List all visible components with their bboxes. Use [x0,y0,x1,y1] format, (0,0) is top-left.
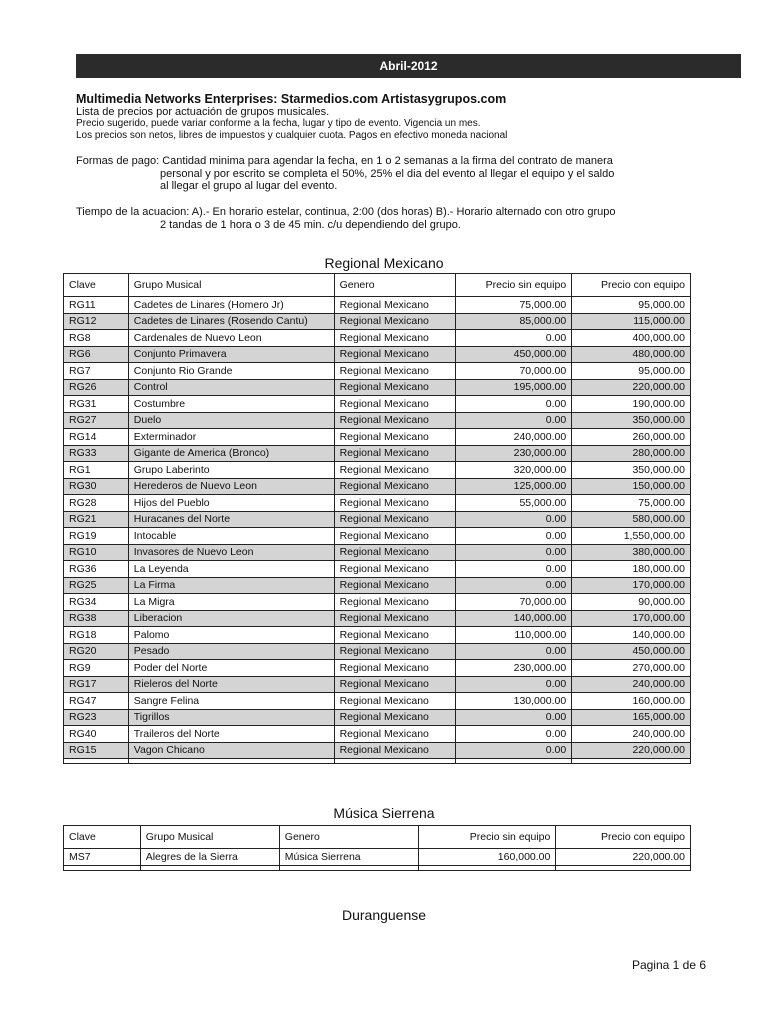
table-row [64,363,691,380]
cell-precio-sin-equipo: 230,000.00 [456,660,572,677]
filler-cell [140,865,279,870]
cell-genero: Regional Mexicano [334,297,456,314]
table-row [64,330,691,347]
cell-precio-sin-equipo: 0.00 [456,330,572,347]
cell-clave: RG15 [64,742,129,759]
table-row [64,627,691,644]
cell-grupo-musical: Sangre Felina [128,693,334,710]
cell-genero: Regional Mexicano [334,709,456,726]
cell-genero: Regional Mexicano [334,330,456,347]
cell-clave: RG9 [64,660,129,677]
filler-cell [456,759,572,764]
cell-genero: Regional Mexicano [334,660,456,677]
cell-precio-con-equipo: 220,000.00 [572,742,691,759]
cell-precio-sin-equipo: 70,000.00 [456,594,572,611]
cell-precio-sin-equipo: 0.00 [456,726,572,743]
table-row [64,610,691,627]
table-row [64,511,691,528]
cell-precio-con-equipo: 115,000.00 [572,313,691,330]
table-row [64,313,691,330]
cell-precio-con-equipo: 170,000.00 [572,610,691,627]
cell-clave: RG20 [64,643,129,660]
cell-clave: MS7 [64,849,141,866]
cell-precio-con-equipo: 400,000.00 [572,330,691,347]
cell-genero: Regional Mexicano [334,643,456,660]
filler-cell [64,865,141,870]
cell-grupo-musical: Huracanes del Norte [128,511,334,528]
payment-line-3: al llegar el grupo al lugar del evento. [160,180,338,192]
cell-precio-con-equipo: 280,000.00 [572,445,691,462]
cell-precio-sin-equipo: 0.00 [456,561,572,578]
cell-clave: RG26 [64,379,129,396]
cell-grupo-musical: Conjunto Rio Grande [128,363,334,380]
table-row [64,445,691,462]
table-filler-row [64,865,691,870]
cell-precio-con-equipo: 160,000.00 [572,693,691,710]
regional-price-table [63,273,691,764]
cell-precio-con-equipo: 350,000.00 [572,462,691,479]
cell-precio-con-equipo: 380,000.00 [572,544,691,561]
intro-block [76,92,716,142]
payment-terms [76,155,614,193]
cell-precio-sin-equipo: 0.00 [456,511,572,528]
col-header-precio-con: Precio con equipo [572,274,691,297]
cell-grupo-musical: Tigrillos [128,709,334,726]
cell-grupo-musical: Traileros del Norte [128,726,334,743]
cell-grupo-musical: Herederos de Nuevo Leon [128,478,334,495]
cell-genero: Regional Mexicano [334,511,456,528]
table-row [64,693,691,710]
cell-precio-sin-equipo: 85,000.00 [456,313,572,330]
cell-precio-con-equipo: 480,000.00 [572,346,691,363]
cell-genero: Regional Mexicano [334,363,456,380]
table-header-row [64,826,691,849]
table-filler-row [64,759,691,764]
cell-precio-con-equipo: 270,000.00 [572,660,691,677]
cell-grupo-musical: Cadetes de Linares (Rosendo Cantu) [128,313,334,330]
cell-genero: Regional Mexicano [334,429,456,446]
table-row [64,643,691,660]
cell-genero: Música Sierrena [279,849,418,866]
cell-genero: Regional Mexicano [334,627,456,644]
filler-cell [279,865,418,870]
table-row [64,346,691,363]
cell-precio-sin-equipo: 0.00 [456,676,572,693]
cell-clave: RG34 [64,594,129,611]
cell-precio-con-equipo: 180,000.00 [572,561,691,578]
date-label: Abril-2012 [379,59,438,73]
cell-clave: RG28 [64,495,129,512]
cell-precio-con-equipo: 1,550,000.00 [572,528,691,545]
section-title-regional: Regional Mexicano [324,255,444,271]
cell-clave: RG38 [64,610,129,627]
table-row [64,544,691,561]
cell-precio-sin-equipo: 0.00 [456,643,572,660]
cell-genero: Regional Mexicano [334,313,456,330]
cell-precio-con-equipo: 90,000.00 [572,594,691,611]
cell-precio-sin-equipo: 130,000.00 [456,693,572,710]
table-row [64,478,691,495]
table-row [64,709,691,726]
table-header-row [64,274,691,297]
cell-precio-con-equipo: 170,000.00 [572,577,691,594]
section-title-duranguense: Duranguense [341,907,427,923]
cell-clave: RG8 [64,330,129,347]
cell-precio-sin-equipo: 75,000.00 [456,297,572,314]
cell-grupo-musical: Cardenales de Nuevo Leon [128,330,334,347]
cell-clave: RG10 [64,544,129,561]
cell-precio-sin-equipo: 230,000.00 [456,445,572,462]
table-row [64,429,691,446]
filler-cell [572,759,691,764]
cell-clave: RG23 [64,709,129,726]
cell-genero: Regional Mexicano [334,445,456,462]
col-header-precio-sin: Precio sin equipo [456,274,572,297]
cell-precio-sin-equipo: 140,000.00 [456,610,572,627]
cell-clave: RG11 [64,297,129,314]
col-header-grupo: Grupo Musical [140,826,279,849]
table-row [64,726,691,743]
table-row [64,577,691,594]
cell-grupo-musical: Palomo [128,627,334,644]
cell-grupo-musical: La Migra [128,594,334,611]
cell-precio-con-equipo: 150,000.00 [572,478,691,495]
cell-clave: RG25 [64,577,129,594]
cell-grupo-musical: Cadetes de Linares (Homero Jr) [128,297,334,314]
cell-precio-con-equipo: 450,000.00 [572,643,691,660]
cell-genero: Regional Mexicano [334,693,456,710]
cell-grupo-musical: Pesado [128,643,334,660]
payment-line-2: personal y por escrito se completa el 50%, 25% el dia del evento al llegar el equipo y el saldo [160,167,615,180]
col-header-precio-sin: Precio sin equipo [418,826,556,849]
cell-grupo-musical: La Firma [128,577,334,594]
cell-genero: Regional Mexicano [334,379,456,396]
cell-genero: Regional Mexicano [334,478,456,495]
cell-precio-con-equipo: 260,000.00 [572,429,691,446]
cell-clave: RG12 [64,313,129,330]
cell-genero: Regional Mexicano [334,544,456,561]
cell-precio-sin-equipo: 195,000.00 [456,379,572,396]
cell-grupo-musical: Hijos del Pueblo [128,495,334,512]
cell-precio-con-equipo: 190,000.00 [572,396,691,413]
cell-precio-sin-equipo: 0.00 [456,528,572,545]
cell-precio-sin-equipo: 0.00 [456,412,572,429]
filler-cell [556,865,691,870]
cell-precio-sin-equipo: 0.00 [456,742,572,759]
cell-precio-con-equipo: 75,000.00 [572,495,691,512]
table-row [64,849,691,866]
cell-clave: RG31 [64,396,129,413]
cell-precio-con-equipo: 350,000.00 [572,412,691,429]
cell-precio-sin-equipo: 0.00 [456,544,572,561]
table-row [64,462,691,479]
date-header-bar [76,54,741,78]
cell-grupo-musical: Invasores de Nuevo Leon [128,544,334,561]
cell-precio-sin-equipo: 160,000.00 [418,849,556,866]
cell-grupo-musical: Exterminador [128,429,334,446]
cell-clave: RG30 [64,478,129,495]
table-row [64,297,691,314]
filler-cell [128,759,334,764]
table-row [64,412,691,429]
col-header-genero: Genero [334,274,456,297]
sierrena-price-table [63,825,691,871]
table-row [64,561,691,578]
subtitle: Lista de precios por actuación de grupos musicales. [76,106,330,118]
cell-precio-sin-equipo: 320,000.00 [456,462,572,479]
cell-clave: RG14 [64,429,129,446]
cell-precio-sin-equipo: 70,000.00 [456,363,572,380]
cell-genero: Regional Mexicano [334,396,456,413]
cell-precio-con-equipo: 580,000.00 [572,511,691,528]
cell-grupo-musical: Grupo Laberinto [128,462,334,479]
table-row [64,594,691,611]
col-header-grupo: Grupo Musical [128,274,334,297]
cell-clave: RG18 [64,627,129,644]
cell-genero: Regional Mexicano [334,412,456,429]
cell-precio-con-equipo: 240,000.00 [572,726,691,743]
cell-grupo-musical: Liberacion [128,610,334,627]
cell-grupo-musical: Intocable [128,528,334,545]
cell-clave: RG36 [64,561,129,578]
cell-grupo-musical: Rieleros del Norte [128,676,334,693]
price-note-1: Precio sugerido, puede variar conforme a la fecha, lugar y tipo de evento. Vigencia un mes. [76,118,481,129]
cell-precio-con-equipo: 140,000.00 [572,627,691,644]
cell-precio-sin-equipo: 55,000.00 [456,495,572,512]
cell-precio-sin-equipo: 0.00 [456,577,572,594]
cell-grupo-musical: Alegres de la Sierra [140,849,279,866]
cell-grupo-musical: Gigante de America (Bronco) [128,445,334,462]
cell-precio-con-equipo: 95,000.00 [572,297,691,314]
page-number: Pagina 1 de 6 [631,958,706,972]
cell-genero: Regional Mexicano [334,610,456,627]
cell-clave: RG40 [64,726,129,743]
cell-grupo-musical: Control [128,379,334,396]
price-note-2: Los precios son netos, libres de impuestos y cualquier cuota. Pagos en efectivo moneda nacional [76,130,508,141]
table-row [64,742,691,759]
section-title-sierrena: Música Sierrena [333,805,435,821]
filler-cell [418,865,556,870]
cell-genero: Regional Mexicano [334,676,456,693]
cell-precio-con-equipo: 220,000.00 [556,849,691,866]
filler-cell [334,759,456,764]
performance-time [76,206,616,231]
cell-precio-con-equipo: 240,000.00 [572,676,691,693]
payment-line-1: Formas de pago: Cantidad minima para agendar la fecha, en 1 o 2 semanas a la firma del contrato de manera [76,155,613,167]
table-row [64,495,691,512]
cell-precio-sin-equipo: 450,000.00 [456,346,572,363]
cell-genero: Regional Mexicano [334,462,456,479]
cell-genero: Regional Mexicano [334,528,456,545]
cell-precio-sin-equipo: 0.00 [456,709,572,726]
cell-genero: Regional Mexicano [334,594,456,611]
cell-clave: RG17 [64,676,129,693]
company-name: Multimedia Networks Enterprises: Starmedios.com Artistasygrupos.com [76,92,507,106]
cell-clave: RG21 [64,511,129,528]
table-row [64,528,691,545]
cell-genero: Regional Mexicano [334,495,456,512]
cell-clave: RG7 [64,363,129,380]
cell-genero: Regional Mexicano [334,577,456,594]
col-header-clave: Clave [64,826,141,849]
cell-genero: Regional Mexicano [334,726,456,743]
cell-grupo-musical: La Leyenda [128,561,334,578]
time-line-2: 2 tandas de 1 hora o 3 de 45 min. c/u dependiendo del grupo. [160,218,461,231]
table-row [64,676,691,693]
cell-clave: RG27 [64,412,129,429]
cell-grupo-musical: Costumbre [128,396,334,413]
table-row [64,396,691,413]
col-header-clave: Clave [64,274,129,297]
cell-genero: Regional Mexicano [334,742,456,759]
cell-grupo-musical: Vagon Chicano [128,742,334,759]
col-header-precio-con: Precio con equipo [556,826,691,849]
filler-cell [64,759,129,764]
time-line-1: Tiempo de la acuacion: A).- En horario estelar, continua, 2:00 (dos horas) B).- Horario alternado con otro grupo [76,206,616,218]
cell-grupo-musical: Conjunto Primavera [128,346,334,363]
table-row [64,379,691,396]
cell-clave: RG47 [64,693,129,710]
cell-precio-con-equipo: 165,000.00 [572,709,691,726]
cell-clave: RG6 [64,346,129,363]
cell-genero: Regional Mexicano [334,346,456,363]
cell-precio-con-equipo: 220,000.00 [572,379,691,396]
table-row [64,660,691,677]
cell-precio-sin-equipo: 125,000.00 [456,478,572,495]
cell-precio-sin-equipo: 240,000.00 [456,429,572,446]
cell-clave: RG33 [64,445,129,462]
cell-clave: RG19 [64,528,129,545]
cell-precio-con-equipo: 95,000.00 [572,363,691,380]
cell-clave: RG1 [64,462,129,479]
cell-genero: Regional Mexicano [334,561,456,578]
cell-precio-sin-equipo: 0.00 [456,396,572,413]
cell-precio-sin-equipo: 110,000.00 [456,627,572,644]
cell-grupo-musical: Poder del Norte [128,660,334,677]
cell-grupo-musical: Duelo [128,412,334,429]
col-header-genero: Genero [279,826,418,849]
